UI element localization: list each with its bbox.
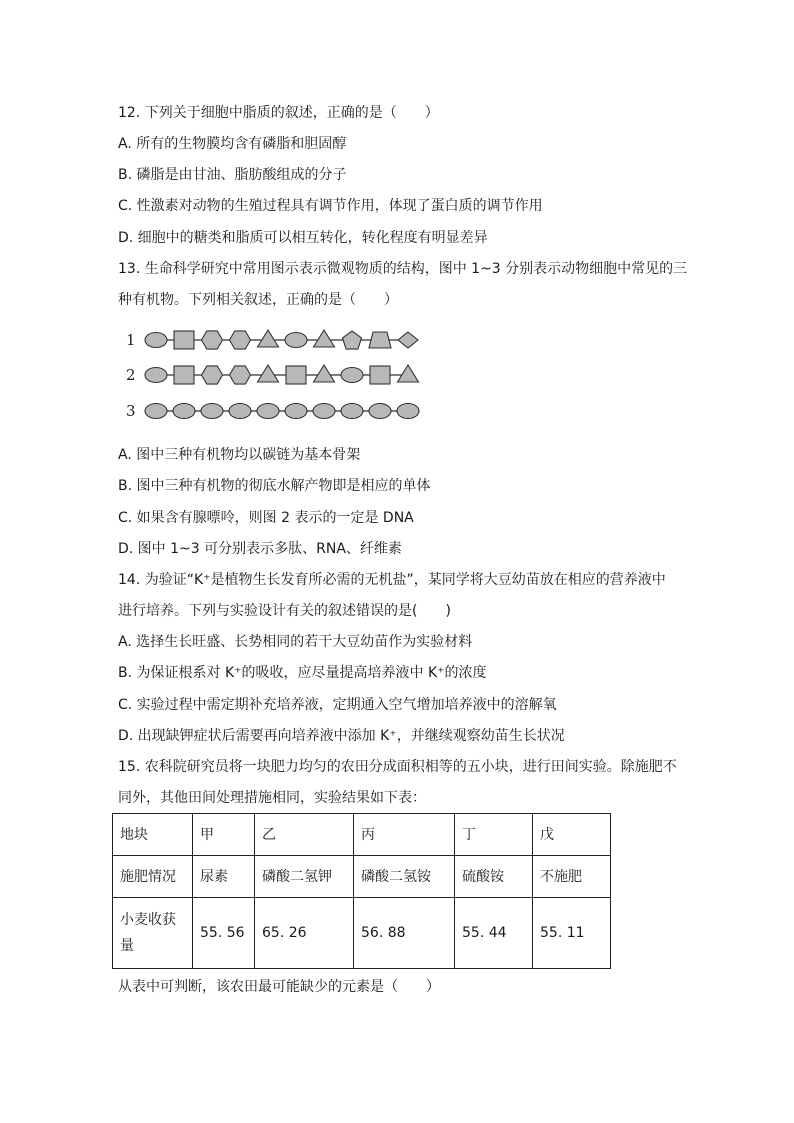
q14-option-c: C. 实验过程中需定期补充培养液，定期通入空气增加培养液中的溶解氧	[118, 697, 557, 713]
table-header-cell: 乙	[255, 814, 354, 856]
monomer-square	[174, 331, 194, 349]
q15-stem-line1: 15. 农科院研究员将一块肥力均匀的农田分成面积相等的五小块，进行田间实验。除施肥不	[118, 759, 677, 775]
monomer-hexagon	[202, 331, 223, 349]
monomer-ellipse	[173, 404, 195, 419]
q14-stem-line1: 14. 为验证“K⁺是植物生长发育所必需的无机盐”，某同学将大豆幼苗放在相应的营养液中	[118, 572, 666, 588]
monomer-triangle	[314, 365, 335, 382]
table-header-cell: 丙	[354, 814, 455, 856]
monomer-ellipse	[145, 368, 167, 383]
table-row-fertilizer	[113, 856, 611, 898]
q12-stem: 12. 下列关于细胞中脂质的叙述，正确的是（ ）	[118, 105, 439, 121]
fertilizer-results-table	[112, 813, 611, 969]
table-cell: 56. 88	[354, 898, 455, 969]
monomer-square	[286, 366, 306, 384]
monomer-ellipse	[257, 404, 279, 419]
q15-stem-line2: 同外，其他田间处理措施相同，实验结果如下表：	[118, 790, 426, 806]
table-header-row	[113, 814, 611, 856]
monomer-square	[174, 366, 194, 384]
q13-option-b: B. 图中三种有机物的彻底水解产物即是相应的单体	[118, 478, 431, 494]
q12-option-c: C. 性激素对动物的生殖过程具有调节作用，体现了蛋白质的调节作用	[118, 198, 543, 214]
q13-stem-line2: 种有机物。下列相关叙述，正确的是（ ）	[118, 292, 398, 308]
q14-option-a: A. 选择生长旺盛、长势相同的若干大豆幼苗作为实验材料	[118, 634, 473, 650]
row-label-yield-line2: 量	[120, 938, 134, 954]
q13-option-d: D. 图中 1~3 可分别表示多肽、RNA、纤维素	[118, 541, 402, 557]
monomer-hexagon	[230, 331, 251, 349]
monomer-square	[370, 366, 390, 384]
monomer-ellipse	[229, 404, 251, 419]
q12-option-a: A. 所有的生物膜均含有磷脂和胆固醇	[118, 136, 347, 152]
monomer-triangle	[398, 365, 419, 382]
monomer-hexagon	[202, 366, 223, 384]
table-cell: 65. 26	[255, 898, 354, 969]
table-cell: 尿素	[193, 856, 255, 898]
monomer-ellipse	[369, 404, 391, 419]
monomer-diamond	[398, 332, 418, 348]
row-label-yield-line1: 小麦收获	[120, 912, 176, 928]
table-cell: 不施肥	[533, 856, 611, 898]
q13-option-c: C. 如果含有腺嘌呤，则图 2 表示的一定是 DNA	[118, 510, 414, 526]
diagram-row-label: 3	[126, 402, 136, 420]
monomer-triangle	[258, 365, 279, 382]
table-header-cell: 地块	[113, 814, 193, 856]
monomer-ellipse	[341, 368, 363, 383]
monomer-ellipse	[145, 333, 167, 348]
table-cell: 55. 44	[455, 898, 533, 969]
row-label-yield	[113, 898, 193, 969]
q14-option-d: D. 出现缺钾症状后需要再向培养液中添加 K⁺，并继续观察幼苗生长状况	[118, 728, 565, 744]
monomer-ellipse	[397, 404, 419, 419]
q15-question: 从表中可判断，该农田最可能缺少的元素是（ ）	[118, 979, 440, 995]
table-header-cell: 戊	[533, 814, 611, 856]
row-label-fertilizer: 施肥情况	[113, 856, 193, 898]
monomer-ellipse	[313, 404, 335, 419]
monomer-ellipse	[341, 404, 363, 419]
monomer-ellipse	[285, 333, 307, 348]
monomer-hexagon	[230, 366, 251, 384]
q12-option-d: D. 细胞中的糖类和脂质可以相互转化，转化程度有明显差异	[118, 230, 488, 246]
table-cell: 磷酸二氢钾	[255, 856, 354, 898]
diagram-row-label: 2	[126, 366, 136, 384]
monomer-ellipse	[201, 404, 223, 419]
monomer-ellipse	[285, 404, 307, 419]
molecule-structure-diagram	[118, 325, 438, 425]
monomer-ellipse	[145, 404, 167, 419]
q14-option-b: B. 为保证根系对 K⁺的吸收，应尽量提高培养液中 K⁺的浓度	[118, 665, 487, 681]
table-row-yield	[113, 898, 611, 969]
q13-stem-line1: 13. 生命科学研究中常用图示表示微观物质的结构，图中 1~3 分别表示动物细胞中常见的三	[118, 261, 688, 277]
table-header-cell: 甲	[193, 814, 255, 856]
q14-stem-line2: 进行培养。下列与实验设计有关的叙述错误的是( )	[118, 603, 451, 619]
monomer-pentagon	[343, 331, 362, 349]
table-cell: 磷酸二氢铵	[354, 856, 455, 898]
monomer-trapezoid	[369, 332, 391, 348]
monomer-triangle	[314, 330, 335, 347]
table-header-cell: 丁	[455, 814, 533, 856]
table-cell: 55. 11	[533, 898, 611, 969]
table-cell: 55. 56	[193, 898, 255, 969]
diagram-row-label: 1	[126, 331, 136, 349]
q13-option-a: A. 图中三种有机物均以碳链为基本骨架	[118, 447, 361, 463]
q12-option-b: B. 磷脂是由甘油、脂肪酸组成的分子	[118, 167, 347, 183]
table-cell: 硫酸铵	[455, 856, 533, 898]
monomer-triangle	[258, 330, 279, 347]
